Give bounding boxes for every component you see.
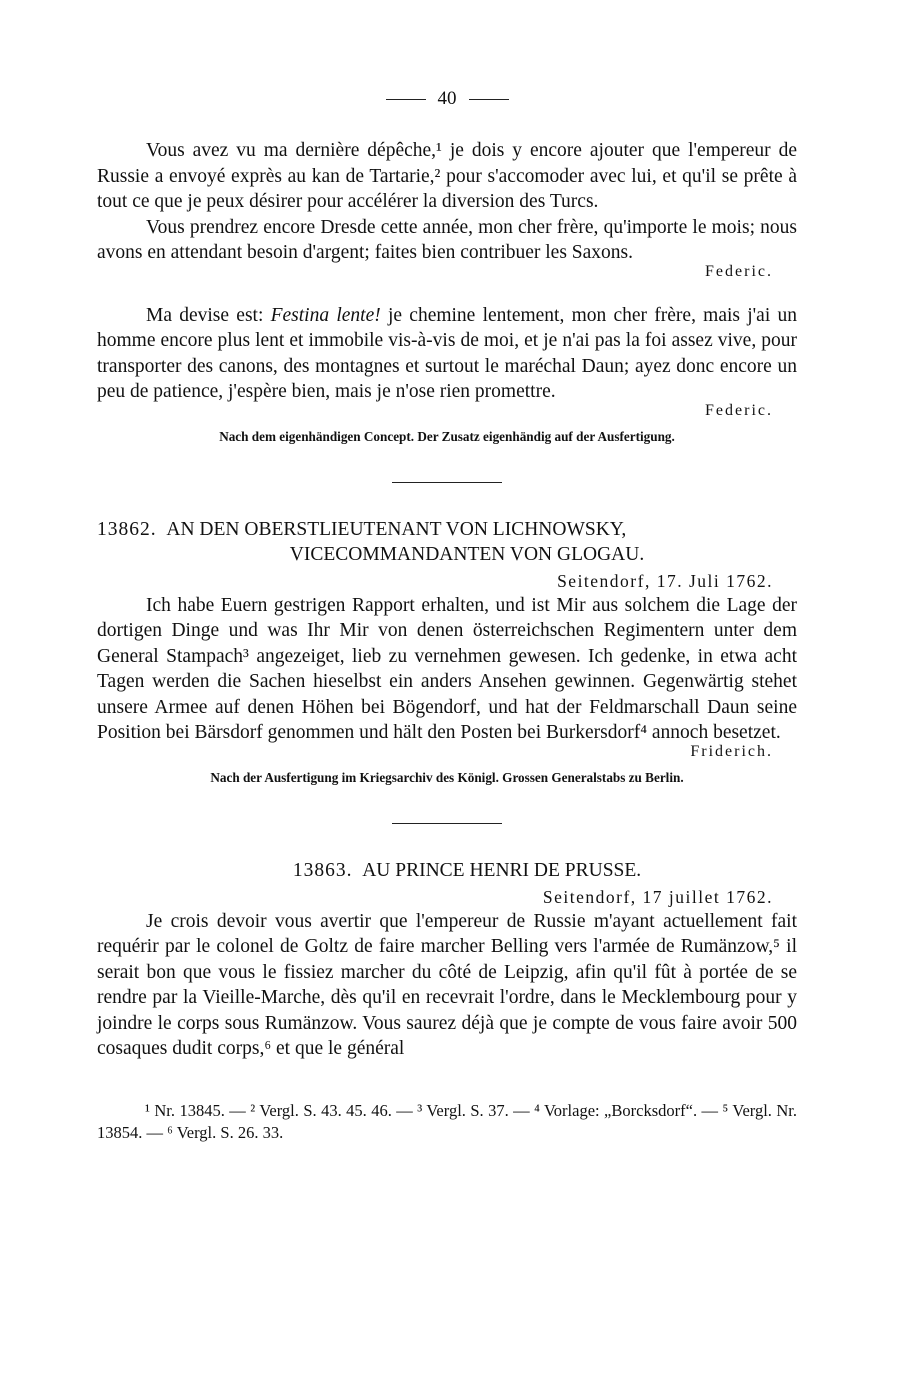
letter-13863-heading	[97, 858, 797, 883]
page-number-line	[97, 88, 797, 116]
letter-13862-recipient: AN DEN OBERSTLIEUTENANT VON LICHNOWSKY,	[166, 518, 627, 540]
document-page	[97, 88, 797, 1144]
footnotes: ¹ Nr. 13845. — ² Vergl. S. 43. 45. 46. — ³ Vergl. S. 37. — ⁴ Vorlage: „Borcksdorf“. — ⁵ Vergl. Nr. 13854. — ⁶ Vergl. S. 26. 33.	[97, 1100, 797, 1142]
page-number: 40	[437, 88, 457, 109]
section-divider-2	[392, 823, 502, 824]
letter-13862-number: 13862.	[97, 518, 157, 540]
letter-13862-heading	[97, 517, 797, 567]
letter-13863-place-date: Seitendorf, 17 juillet 1762.	[542, 886, 773, 907]
letter-13863-number: 13863.	[292, 859, 353, 881]
page-number-dash-right	[469, 99, 509, 100]
letter-13862-signature: Friderich.	[690, 742, 773, 760]
letter-13862-source-note: Nach der Ausfertigung im Kriegsarchiv des Königl. Grossen Generalstabs zu Berlin.	[210, 769, 684, 785]
letter-13862-body: Ich habe Euern gestrigen Rapport erhalten, und ist Mir aus solchem die Lage der dortigen Dinge und was Ihr Mir von denen österreichschen Regimentern unter dem General Stampach³ angezeiget, lieb zu vernehmen gewesen. Ich gedenke, in etwa acht Tagen werden die Sachen hieselbst ein anders Ansehen gewinnen. Gegenwärtig stehet unsere Armee auf denen Höhen bei Bögendorf, und hat der Feldmarschall Daun seine Position bei Bärsdorf genommen und hält den Posten bei Burkersdorf⁴ annoch besetzet.	[97, 594, 797, 743]
letter-a-source-note: Nach dem eigenhändigen Concept. Der Zusatz eigenhändig auf der Ausfertigung.	[219, 428, 675, 444]
page-number-dash-left	[386, 99, 426, 100]
letter-a-paragraph-2: Vous prendrez encore Dresde cette année, mon cher frère, qu'importe le mois; nous avons en attendant besoin d'argent; faites bien contribuer les Saxons.	[97, 216, 797, 263]
letter-a-paragraph-3	[97, 303, 797, 405]
letter-a-paragraph-1: Vous avez vu ma dernière dépêche,¹ je dois y encore ajouter que l'empereur de Russie a envoyé exprès au kan de Tartarie,² pour s'accomoder avec lui, et qu'il se prête à tout ce que je peux désirer pour accélérer la diversion des Turcs.	[97, 140, 797, 212]
letter-13862-place-date: Seitendorf, 17. Juli 1762.	[557, 570, 773, 591]
motto-intro: Ma devise est:	[146, 304, 271, 326]
section-divider-1	[392, 482, 502, 483]
motto: Festina lente!	[270, 304, 381, 326]
letter-a-signature-1: Federic.	[705, 262, 773, 280]
motto-continuation: je chemine lentement, mon cher frère, mais j'ai un homme encore plus lent et immobile vis-à-vis de moi, et je n'ai pas la foi assez vive, pour transporter des canons, des montagnes et surtout le maréchal Daun; ayez donc encore un peu de patience, j'espère bien, mais je n'ose rien promettre.	[97, 304, 797, 402]
letter-13863-recipient: AU PRINCE HENRI DE PRUSSE.	[362, 859, 642, 881]
letter-13863-body: Je crois devoir vous avertir que l'empereur de Russie m'ayant actuellement fait requérir par le colonel de Goltz de faire marcher Belling vers l'armée de Rumänzow,⁵ il serait bon que vous le fissiez marcher du côté de Leipzig, afin qu'il fût à portée de se rendre par la Vieille-Marche, dès qu'il en recevrait l'ordre, dans le Mecklembourg pour y joindre le corps sous Rumänzow. Vous saurez déjà que je compte de vous faire avoir 500 cosaques dudit corps,⁶ et que le général	[97, 910, 797, 1059]
letter-a-signature-2: Federic.	[705, 401, 773, 419]
letter-13862-recipient-title: VICECOMMANDANTEN VON GLOGAU.	[289, 543, 645, 565]
